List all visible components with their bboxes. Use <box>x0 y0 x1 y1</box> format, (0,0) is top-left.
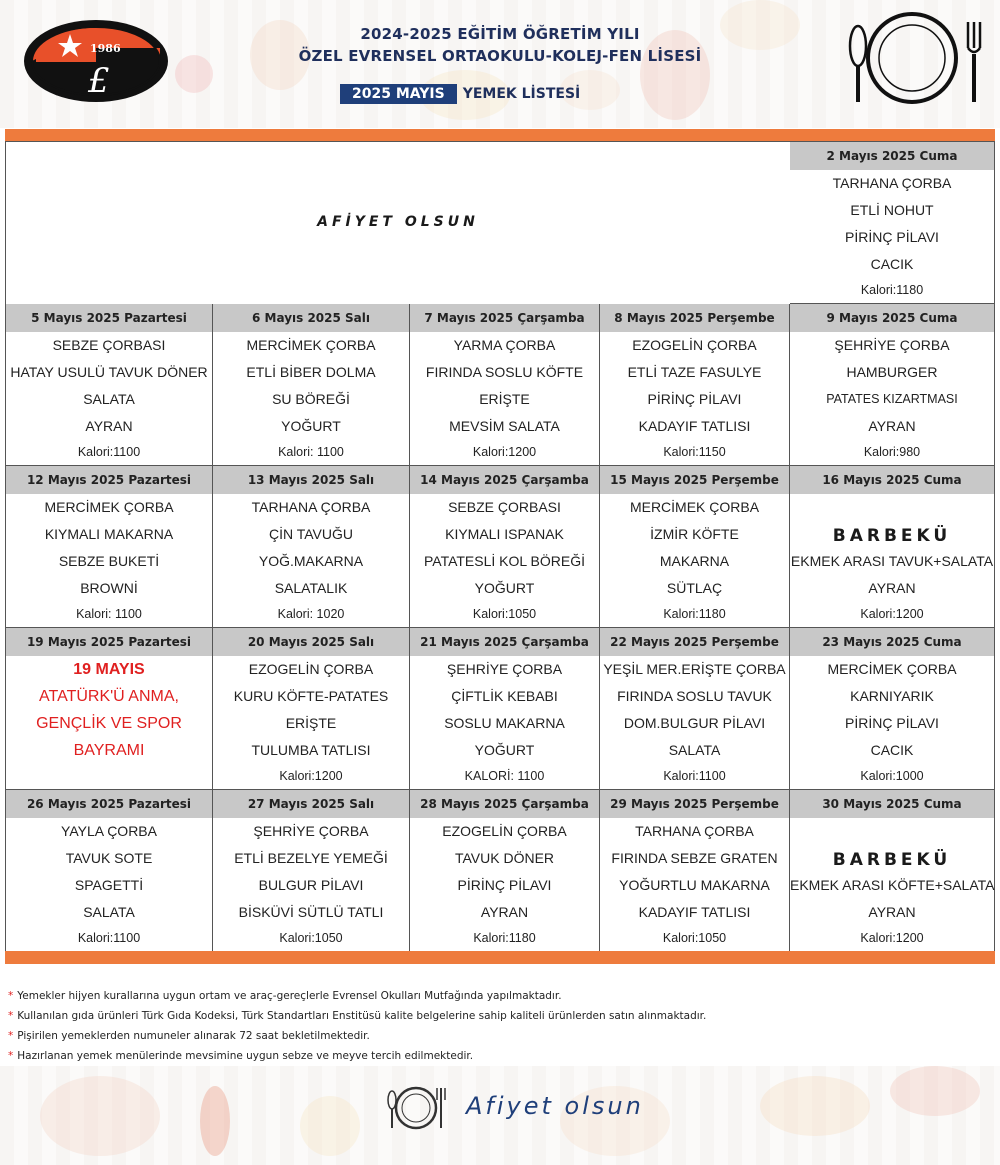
footer-plate-icon <box>386 1082 450 1134</box>
menu-item: FIRINDA SOSLU TAVUK <box>617 688 772 704</box>
menu-item: TAVUK DÖNER <box>454 850 555 866</box>
day-cell <box>213 628 410 790</box>
menu-item: ÇİFTLİK KEBABI <box>451 688 558 704</box>
calorie-label: Kalori:1100 <box>663 769 726 783</box>
day-date-header: 13 Mayıs 2025 Salı <box>213 466 409 494</box>
day-date-header: 5 Mayıs 2025 Pazartesi <box>6 304 212 332</box>
menu-item: KARNIYARIK <box>850 688 934 704</box>
calorie-label: Kalori:1200 <box>860 931 924 945</box>
menu-item: MERCİMEK ÇORBA <box>246 337 376 353</box>
day-date-header: 7 Mayıs 2025 Çarşamba <box>410 304 599 332</box>
menu-item: PİRİNÇ PİLAVI <box>845 229 939 245</box>
menu-item: YOĞURTLU MAKARNA <box>619 877 770 893</box>
day-cell <box>213 466 410 628</box>
calorie-label: Kalori:1200 <box>860 607 924 621</box>
menu-item: TULUMBA TATLISI <box>251 742 371 758</box>
calorie-label: Kalori:1180 <box>473 931 536 945</box>
menu-item: SPAGETTİ <box>74 877 144 893</box>
day-cell <box>6 628 213 790</box>
calorie-label: Kalori:1180 <box>860 283 924 297</box>
day-date-header: 2 Mayıs 2025 Cuma <box>790 142 994 170</box>
day-cell <box>600 466 790 628</box>
day-date-header: 19 Mayıs 2025 Pazartesi <box>6 628 212 656</box>
day-date-header: 6 Mayıs 2025 Salı <box>213 304 409 332</box>
menu-item: YOĞURT <box>281 418 341 434</box>
note-text: Yemekler hijyen kurallarına uygun ortam ve araç-gereçlerle Evrensel Okulları Mutfağında yapılmaktadır. <box>17 990 562 1002</box>
day-date-header: 21 Mayıs 2025 Çarşamba <box>410 628 599 656</box>
day-cell <box>600 790 790 952</box>
calorie-label: KALORİ: 1100 <box>464 769 545 783</box>
menu-item: SEBZE ÇORBASI <box>448 499 561 515</box>
calorie-label: Kalori:1150 <box>663 445 726 459</box>
menu-item: MAKARNA <box>659 553 730 569</box>
menu-item: MEVSİM SALATA <box>449 418 560 434</box>
menu-item: AYRAN <box>85 418 133 434</box>
day-cell <box>213 304 410 466</box>
menu-item: SALATA <box>668 742 721 758</box>
menu-item: DOM.BULGUR PİLAVI <box>623 715 766 731</box>
calorie-label: Kalori: 1020 <box>277 607 345 621</box>
day-cell <box>790 142 994 304</box>
calorie-label: Kalori:1100 <box>77 445 141 459</box>
menu-item: EKMEK ARASI TAVUK+SALATA <box>790 553 994 569</box>
menu-item: CACIK <box>870 256 914 272</box>
day-cell <box>790 790 994 952</box>
menu-item: TARHANA ÇORBA <box>832 175 952 191</box>
menu-item: BİSKÜVİ SÜTLÜ TATLI <box>238 904 384 920</box>
menu-item: KADAYIF TATLISI <box>638 904 751 920</box>
menu-item: PİRİNÇ PİLAVI <box>647 391 742 407</box>
holiday-text: ATATÜRK'Ü ANMA, <box>39 688 179 705</box>
day-date-header: 16 Mayıs 2025 Cuma <box>790 466 994 494</box>
day-cell <box>410 466 600 628</box>
calorie-label: Kalori:1100 <box>77 931 141 945</box>
calorie-label: Kalori:980 <box>863 445 921 459</box>
day-cell <box>600 304 790 466</box>
day-date-header: 27 Mayıs 2025 Salı <box>213 790 409 818</box>
menu-item: BROWNİ <box>80 580 138 596</box>
menu-item: YOĞURT <box>474 580 535 596</box>
menu-item: YARMA ÇORBA <box>453 337 556 353</box>
barbecue-label: BARBEKÜ <box>832 850 952 870</box>
day-date-header: 12 Mayıs 2025 Pazartesi <box>6 466 212 494</box>
menu-item: SALATA <box>83 391 135 407</box>
note-line <box>8 1006 988 1026</box>
menu-item: SALATALIK <box>274 580 348 596</box>
calorie-label: Kalori: 1100 <box>76 607 142 621</box>
day-date-header: 14 Mayıs 2025 Çarşamba <box>410 466 599 494</box>
svg-text:£: £ <box>88 61 110 101</box>
note-line <box>8 1046 988 1066</box>
menu-item: ÇİN TAVUĞU <box>268 526 353 542</box>
note-bullet: * <box>8 1030 14 1042</box>
menu-item: KIYMALI MAKARNA <box>44 526 174 542</box>
table-top-bar <box>5 129 995 141</box>
calorie-label: Kalori:1050 <box>662 931 727 945</box>
holiday-text: BAYRAMI <box>73 742 145 759</box>
menu-item: SEBZE BUKETİ <box>58 553 160 569</box>
menu-item: ŞEHRİYE ÇORBA <box>253 823 369 839</box>
day-date-header: 30 Mayıs 2025 Cuma <box>790 790 994 818</box>
day-cell <box>213 790 410 952</box>
note-bullet: * <box>8 1050 14 1062</box>
menu-item: SALATA <box>83 904 135 920</box>
barbecue-label: BARBEKÜ <box>832 526 952 546</box>
menu-item: YEŞİL MER.ERİŞTE ÇORBA <box>603 661 786 677</box>
menu-item: TARHANA ÇORBA <box>635 823 754 839</box>
menu-table <box>5 141 995 951</box>
day-date-header: 22 Mayıs 2025 Perşembe <box>600 628 789 656</box>
note-bullet: * <box>8 1010 14 1022</box>
menu-item: EZOGELİN ÇORBA <box>632 337 757 353</box>
title-row <box>340 84 580 104</box>
day-cell <box>790 628 994 790</box>
menu-item: ETLİ BİBER DOLMA <box>246 364 376 380</box>
menu-item: MERCİMEK ÇORBA <box>827 661 957 677</box>
menu-title: YEMEK LİSTESİ <box>462 86 581 102</box>
menu-item: İZMİR KÖFTE <box>650 526 739 542</box>
day-date-header: 26 Mayıs 2025 Pazartesi <box>6 790 212 818</box>
calorie-label: Kalori:1200 <box>472 445 537 459</box>
menu-item: HATAY USULÜ TAVUK DÖNER <box>10 364 208 380</box>
menu-item: KIYMALI ISPANAK <box>445 526 564 542</box>
note-text: Kullanılan gıda ürünleri Türk Gıda Kodeksi, Türk Standartları Enstitüsü kalite belgelerine sahip kaliteli ürünlerden satın alınmaktadır. <box>17 1010 707 1022</box>
holiday-text: 19 MAYIS <box>73 661 145 678</box>
calorie-label: Kalori:1180 <box>663 607 726 621</box>
note-line <box>8 1026 988 1046</box>
menu-item: ERİŞTE <box>285 715 337 731</box>
calorie-label: Kalori: 1100 <box>278 445 344 459</box>
day-date-header: 29 Mayıs 2025 Perşembe <box>600 790 789 818</box>
menu-item: YAYLA ÇORBA <box>61 823 157 839</box>
menu-item: EKMEK ARASI KÖFTE+SALATA <box>790 877 995 893</box>
menu-item: SÜTLAÇ <box>666 580 723 596</box>
menu-item: KURU KÖFTE-PATATES <box>233 688 389 704</box>
table-bottom-bar <box>5 951 995 964</box>
menu-item: MERCİMEK ÇORBA <box>44 499 174 515</box>
menu-item: YOĞ.MAKARNA <box>258 553 364 569</box>
menu-item: AYRAN <box>868 418 916 434</box>
day-date-header: 20 Mayıs 2025 Salı <box>213 628 409 656</box>
menu-item: ERİŞTE <box>479 391 530 407</box>
menu-item: PİRİNÇ PİLAVI <box>457 877 552 893</box>
note-line <box>8 986 988 1006</box>
menu-item: ETLİ BEZELYE YEMEĞİ <box>234 850 388 866</box>
plate-cutlery-icon <box>840 8 988 108</box>
calorie-label: Kalori:1200 <box>279 769 343 783</box>
menu-item: ETLİ NOHUT <box>850 202 934 218</box>
menu-item: EZOGELİN ÇORBA <box>442 823 567 839</box>
menu-item: CACIK <box>870 742 914 758</box>
day-cell <box>410 628 600 790</box>
footer-afiyet-olsun: Afiyet olsun <box>466 1092 644 1120</box>
menu-item-spacer <box>790 494 994 521</box>
calorie-label: Kalori:1050 <box>472 607 537 621</box>
notes-section <box>8 986 988 1066</box>
title-line-1: 2024-2025 EĞİTİM ÖĞRETİM YILI <box>360 25 640 43</box>
day-cell <box>790 466 994 628</box>
holiday-text: GENÇLİK VE SPOR <box>36 715 182 732</box>
menu-item: AYRAN <box>480 904 529 920</box>
day-cell <box>410 790 600 952</box>
menu-item: TAVUK SOTE <box>65 850 153 866</box>
menu-item: KADAYIF TATLISI <box>638 418 751 434</box>
calorie-label: Kalori:1000 <box>860 769 924 783</box>
day-cell <box>410 304 600 466</box>
menu-item: ŞEHRİYE ÇORBA <box>834 337 950 353</box>
menu-item: PATATES KIZARTMASI <box>826 392 958 406</box>
day-date-header: 28 Mayıs 2025 Çarşamba <box>410 790 599 818</box>
menu-item: FIRINDA SEBZE GRATEN <box>611 850 778 866</box>
day-cell <box>6 466 213 628</box>
day-cell <box>6 790 213 952</box>
day-cell <box>790 304 994 466</box>
logo-year: 1986 <box>90 42 121 55</box>
menu-item: BULGUR PİLAVI <box>258 877 364 893</box>
month-badge: 2025 MAYIS <box>340 84 457 104</box>
menu-item: AYRAN <box>868 904 916 920</box>
day-cell <box>6 304 213 466</box>
day-cell <box>600 628 790 790</box>
afiyet-olsun-banner: AFİYET OLSUN <box>317 214 479 230</box>
menu-item: SEBZE ÇORBASI <box>52 337 166 353</box>
menu-item: MERCİMEK ÇORBA <box>629 499 760 515</box>
menu-item: EZOGELİN ÇORBA <box>248 661 374 677</box>
menu-item: PATATESLİ KOL BÖREĞİ <box>423 553 586 569</box>
menu-item: YOĞURT <box>474 742 535 758</box>
menu-item: PİRİNÇ PİLAVI <box>845 715 939 731</box>
note-text: Pişirilen yemeklerden numuneler alınarak 72 saat bekletilmektedir. <box>17 1030 370 1042</box>
day-date-header: 8 Mayıs 2025 Perşembe <box>600 304 789 332</box>
menu-item: SU BÖREĞİ <box>272 391 350 407</box>
day-date-header: 9 Mayıs 2025 Cuma <box>790 304 994 332</box>
menu-item: ŞEHRİYE ÇORBA <box>446 661 563 677</box>
calorie-label: Kalori:1050 <box>279 931 343 945</box>
note-text: Hazırlanan yemek menülerinde mevsimine uygun sebze ve meyve tercih edilmektedir. <box>17 1050 474 1062</box>
day-date-header: 23 Mayıs 2025 Cuma <box>790 628 994 656</box>
title-line-2: ÖZEL EVRENSEL ORTAOKULU-KOLEJ-FEN LİSESİ <box>298 47 702 65</box>
menu-item: TARHANA ÇORBA <box>251 499 371 515</box>
menu-item-spacer <box>790 818 994 845</box>
menu-item: ETLİ TAZE FASULYE <box>627 364 762 380</box>
menu-item: HAMBURGER <box>846 364 938 380</box>
note-bullet: * <box>8 990 14 1002</box>
day-date-header: 15 Mayıs 2025 Perşembe <box>600 466 789 494</box>
menu-item: SOSLU MAKARNA <box>444 715 565 731</box>
menu-item: FIRINDA SOSLU KÖFTE <box>425 364 584 380</box>
menu-item: AYRAN <box>868 580 916 596</box>
